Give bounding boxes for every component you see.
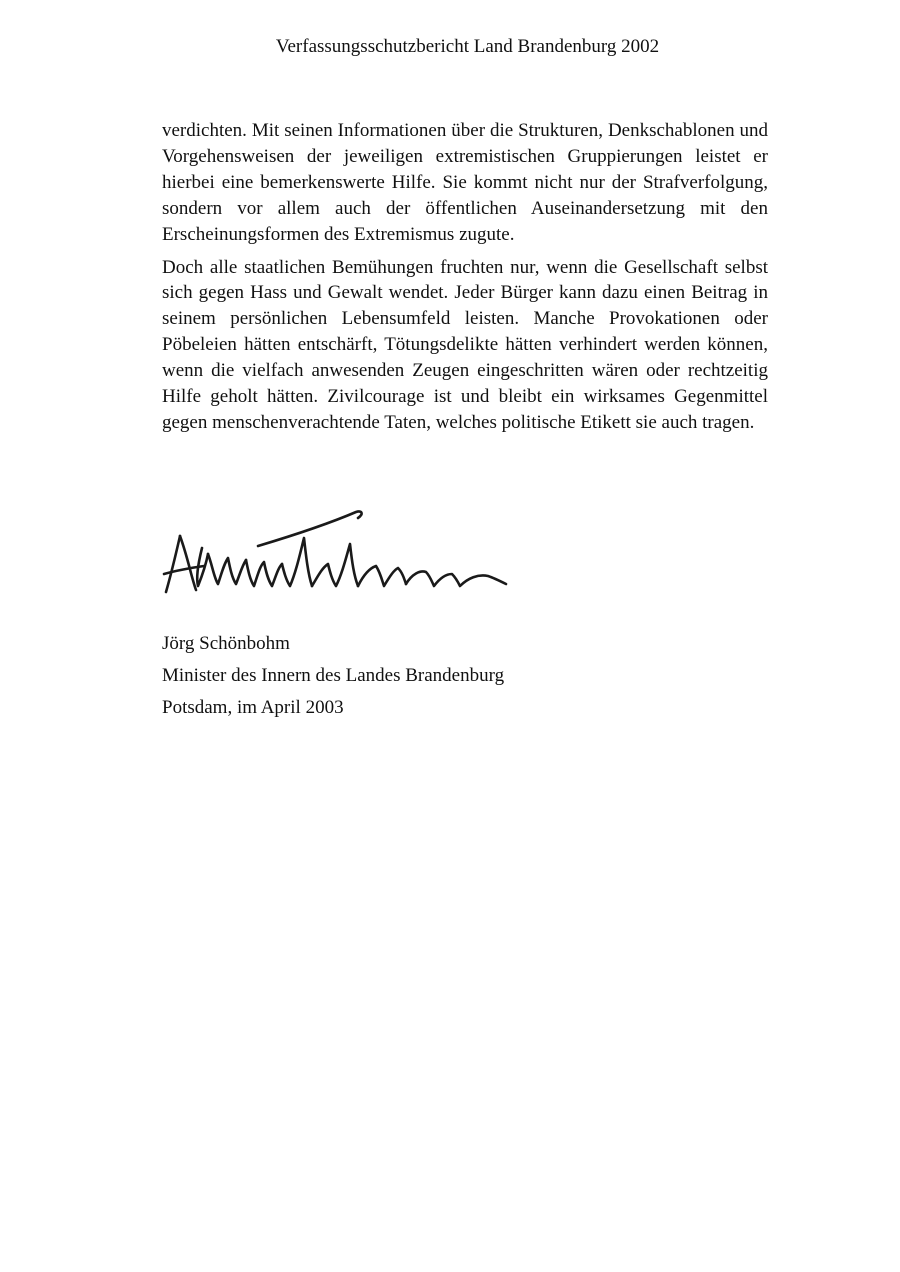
paragraph-intro: verdichten. Mit seinen Informationen über die Strukturen, Denkschablonen und Vorgehensweisen der jeweiligen extremistischen Gruppierungen leistet er hierbei eine bemerkenswerte Hilfe. Sie kommt nicht nur der Strafverfolgung, sondern vor allem auch der öffentlichen Auseinandersetzung mit den Erscheinungsformen des Extremismus zugute. <box>162 120 768 245</box>
signatory-name: Jörg Schönbohm <box>162 633 290 654</box>
running-header: Verfassungsschutzbericht Land Brandenburg 2002 <box>275 36 660 57</box>
signature-block <box>162 630 504 726</box>
paragraph-civil-courage: Doch alle staatlichen Bemühungen fruchten nur, wenn die Gesellschaft selbst sich gegen Hass und Gewalt wendet. Jeder Bürger kann dazu einen Beitrag in seinem persönlichen Lebensumfeld leisten. Manche Provokationen oder Pöbeleien hätten entschärft, Tötungsdelikte hätten verhindert werden können, wenn die vielfach anwesenden Zeugen eingeschritten wären oder rechtzeitig Hilfe geholt hätten. Zivilcourage ist und bleibt ein wirksames Gegenmittel gegen menschenverachtende Taten, welches politische Etikett sie auch tragen. <box>162 256 768 433</box>
body-text <box>162 118 768 436</box>
signatory-title: Minister des Innern des Landes Brandenburg <box>162 665 505 686</box>
place-and-date: Potsdam, im April 2003 <box>162 697 344 718</box>
handwritten-signature <box>158 500 528 610</box>
